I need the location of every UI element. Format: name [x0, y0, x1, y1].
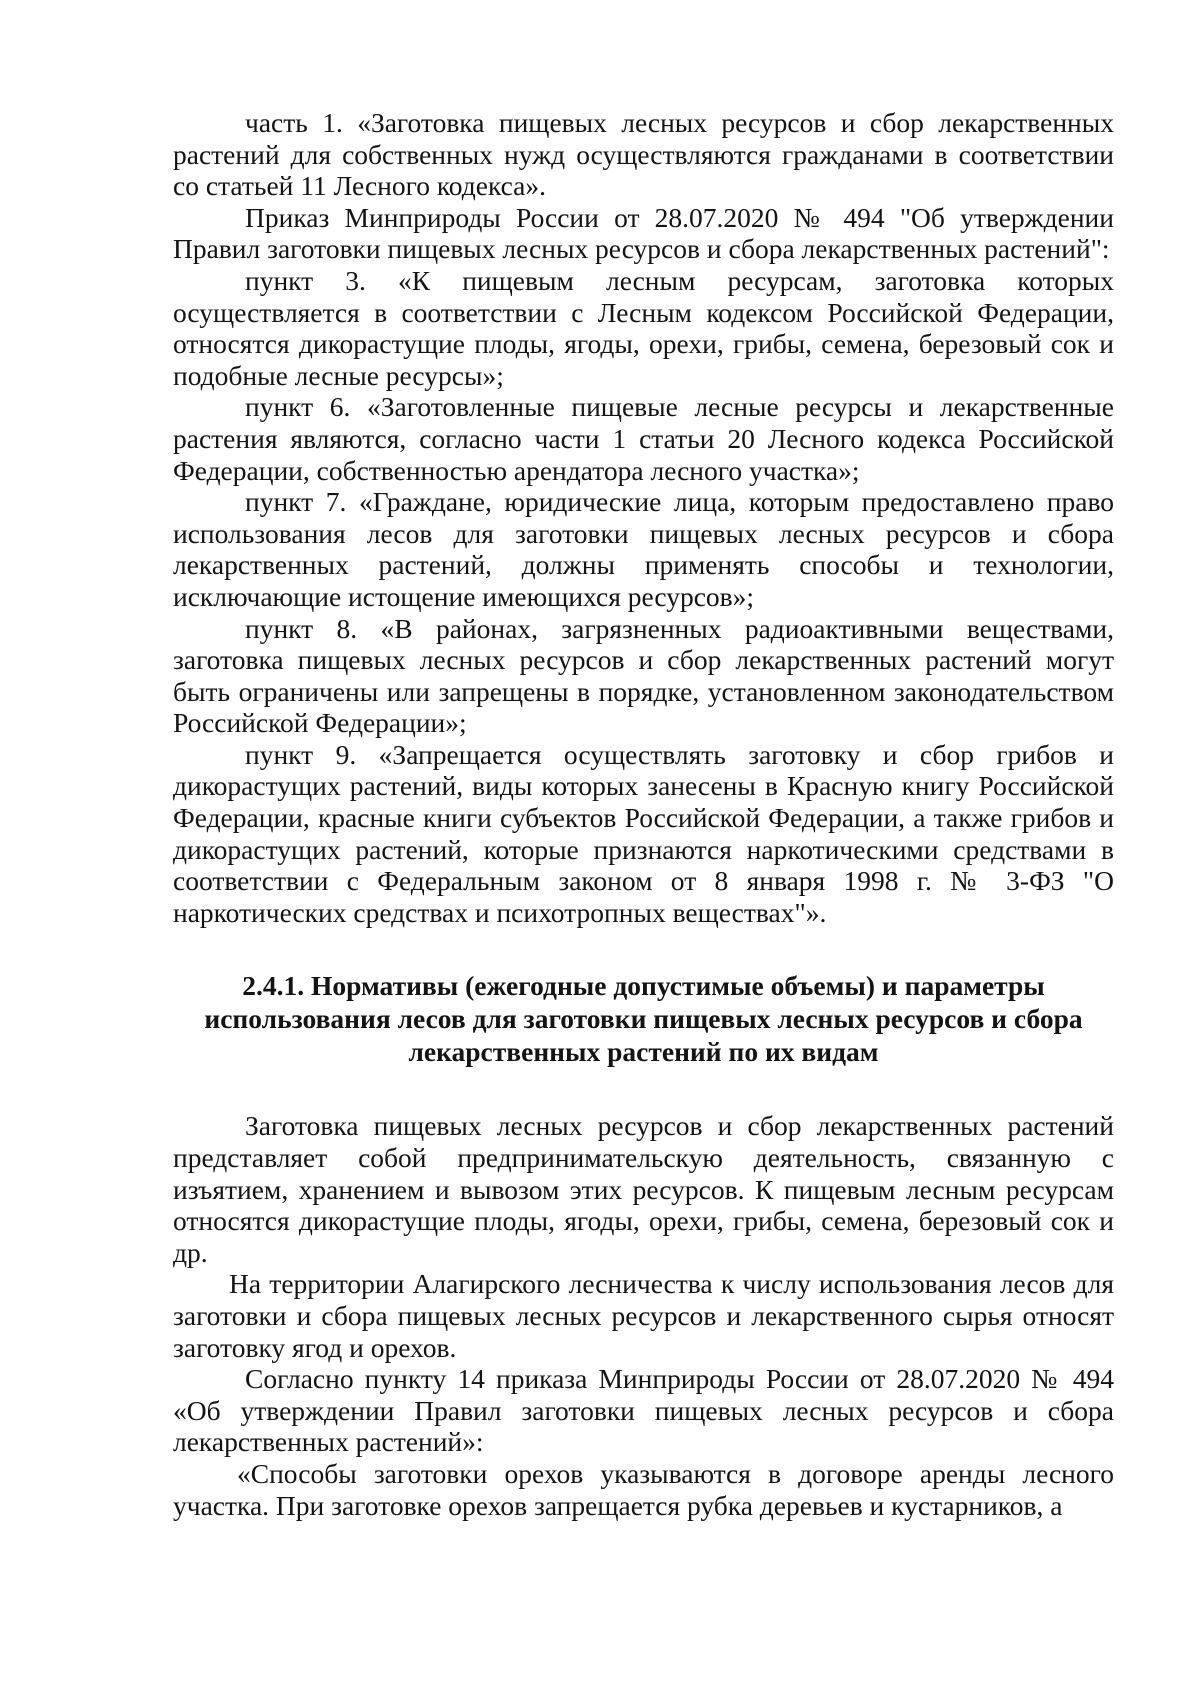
paragraph-point-14: Согласно пункту 14 приказа Минприроды России от 28.07.2020 № 494 «Об утверждении Правил заготовки пищевых лесных ресурсов и сбора лекарственных растений»:: [173, 1363, 1114, 1458]
paragraph-point-3: пункт 3. «К пищевым лесным ресурсам, заготовка которых осуществляется в соответствии с Лесным кодексом Российской Федерации, относятся дикорастущие плоды, ягоды, орехи, грибы, семена, березовый сок и подобные лесные ресурсы»;: [173, 264, 1114, 391]
section-heading: 2.4.1. Нормативы (ежегодные допустимые объемы) и параметры использования лесов для заготовки пищевых лесных ресурсов и сбора лекарственных растений по их видам: [204, 970, 1083, 1068]
paragraph-point-9: пункт 9. «Запрещается осуществлять заготовку и сбор грибов и дикорастущих растений, виды которых занесены в Красную книгу Российской Федерации, красные книги субъектов Российской Федерации, а также грибов и дикорастущих растений, которые признаются наркотическими средствами в соответствии с Федеральным законом от 8 января 1998 г. № 3-ФЗ "О наркотических средствах и психотропных веществах"».: [173, 738, 1114, 928]
paragraph-part-1: часть 1. «Заготовка пищевых лесных ресурсов и сбор лекарственных растений для собственных нужд осуществляются гражданами в соответствии со статьей 11 Лесного кодекса».: [173, 107, 1114, 202]
paragraph-order-494: Приказ Минприроды России от 28.07.2020 № 494 "Об утверждении Правил заготовки пищевых лесных ресурсов и сбора лекарственных растений":: [173, 201, 1114, 265]
paragraph-harvesting-definition: Заготовка пищевых лесных ресурсов и сбор лекарственных растений представляет собой предпринимательскую деятельность, связанную с изъятием, хранением и вывозом этих ресурсов. К пищевым лесным ресурсам относятся дикорастущие плоды, ягоды, орехи, грибы, семена, березовый сок и др.: [173, 1110, 1114, 1268]
paragraph-nut-harvesting: «Способы заготовки орехов указываются в договоре аренды лесного участка. При заготовке орехов запрещается рубка деревьев и кустарников, а: [173, 1457, 1114, 1521]
paragraph-point-7: пункт 7. «Граждане, юридические лица, которым предоставлено право использования лесов для заготовки пищевых лесных ресурсов и сбора лекарственных растений, должны применять способы и технологии, исключающие истощение имеющихся ресурсов»;: [173, 486, 1114, 612]
document-page: [173, 107, 1114, 1521]
paragraph-point-6: пункт 6. «Заготовленные пищевые лесные ресурсы и лекарственные растения являются, согласно части 1 статьи 20 Лесного кодекса Российской Федерации, собственностью арендатора лесного участка»;: [173, 391, 1114, 486]
paragraph-point-8: пункт 8. «В районах, загрязненных радиоактивными веществами, заготовка пищевых лесных ресурсов и сбор лекарственных растений могут быть ограничены или запрещены в порядке, установленном законодательством Российской Федерации»;: [173, 612, 1114, 739]
paragraph-alagir-forestry: На территории Алагирского лесничества к числу использования лесов для заготовки и сбора пищевых лесных ресурсов и лекарственного сырья относят заготовку ягод и орехов.: [173, 1268, 1114, 1363]
